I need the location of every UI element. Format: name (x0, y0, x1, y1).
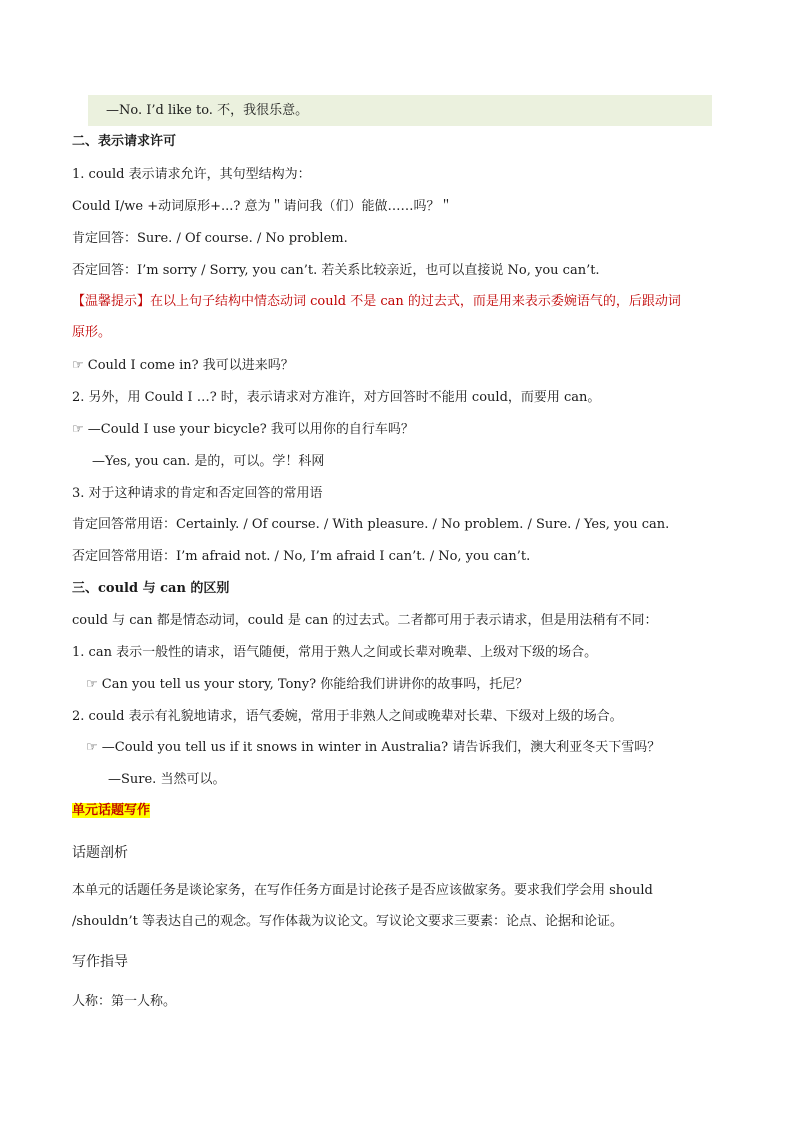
example-sentence: ☞ Could I come in? 我可以进来吗？ (72, 358, 294, 373)
positive-phrases: 肯定回答常用语：Certainly. / Of course. / With pleasure. / No problem. / Sure. / Yes, you can. (72, 517, 670, 532)
example-question: ☞ —Could I use your bicycle? 我可以用你的自行车吗？ (72, 422, 414, 437)
writing-section-label: 单元话题写作 (72, 803, 151, 818)
can-usage: 1. can 表示一般性的请求，语气随便，常用于熟人之间或长辈对晚辈、上级对下级的场合。 (72, 645, 598, 660)
could-usage: 2. could 表示有礼貌地请求，语气委婉，常用于非熟人之间或晚辈对长辈、下级对上级的场合。 (72, 709, 623, 724)
could-example-question: ☞ —Could you tell us if it snows in winter in Australia? 请告诉我们，澳大利亚冬天下雪吗？ (86, 740, 661, 755)
analysis-title: 话题剖析 (72, 845, 128, 861)
section-heading-could-vs-can: 三、could 与 can 的区别 (72, 581, 230, 596)
person-requirement: 人称：第一人称。 (72, 994, 177, 1009)
rule-point-3: 3. 对于这种请求的肯定和否定回答的常用语 (72, 486, 323, 501)
analysis-text-line-2: /shouldn’t 等表达自己的观念。写作体裁为议论文。写议论文要求三要素：论点、论据和论证。 (72, 914, 623, 929)
section-heading-request-permission: 二、表示请求许可 (72, 134, 177, 149)
tip-line-1 (72, 293, 724, 311)
negative-phrases: 否定回答常用语：I’m afraid not. / No, I’m afraid I can’t. / No, you can’t. (72, 549, 531, 564)
example-reply: —Yes, you can. 是的，可以。学！科网 (92, 454, 325, 469)
negative-answer: 否定回答：I’m sorry / Sorry, you can’t. 若关系比较亲近，也可以直接说 No, you can’t. (72, 263, 600, 278)
comparison-intro: could 与 can 都是情态动词，could 是 can 的过去式。二者都可用于表示请求，但是用法稍有不同： (72, 613, 658, 628)
tip-text: 在以上句子结构中情态动词 could 不是 can 的过去式，而是用来表示委婉语气的，后跟动词 (150, 294, 681, 309)
writing-section-label-row (72, 802, 724, 820)
sentence-pattern: Could I/we +动词原形+...? 意为＂请问我（们）能做……吗？＂ (72, 199, 453, 214)
tip-label: 【温馨提示】 (72, 294, 151, 309)
guide-title: 写作指导 (72, 954, 128, 970)
rule-point-2: 2. 另外，用 Could I …? 时，表示请求对方准许，对方回答时不能用 could，而要用 can。 (72, 390, 601, 405)
positive-answer: 肯定回答：Sure. / Of course. / No problem. (72, 231, 348, 246)
analysis-text-line-1: 本单元的话题任务是谈论家务，在写作任务方面是讨论孩子是否应该做家务。要求我们学会用 should (72, 883, 653, 898)
could-example-reply: —Sure. 当然可以。 (108, 772, 226, 787)
can-example: ☞ Can you tell us your story, Tony? 你能给我们讲讲你的故事吗，托尼？ (86, 677, 529, 692)
tip-line-2: 原形。 (72, 325, 112, 340)
rule-point-1: 1. could 表示请求允许，其句型结构为： (72, 167, 311, 182)
dialogue-answer: —No. I’d like to. 不，我很乐意。 (106, 103, 309, 118)
